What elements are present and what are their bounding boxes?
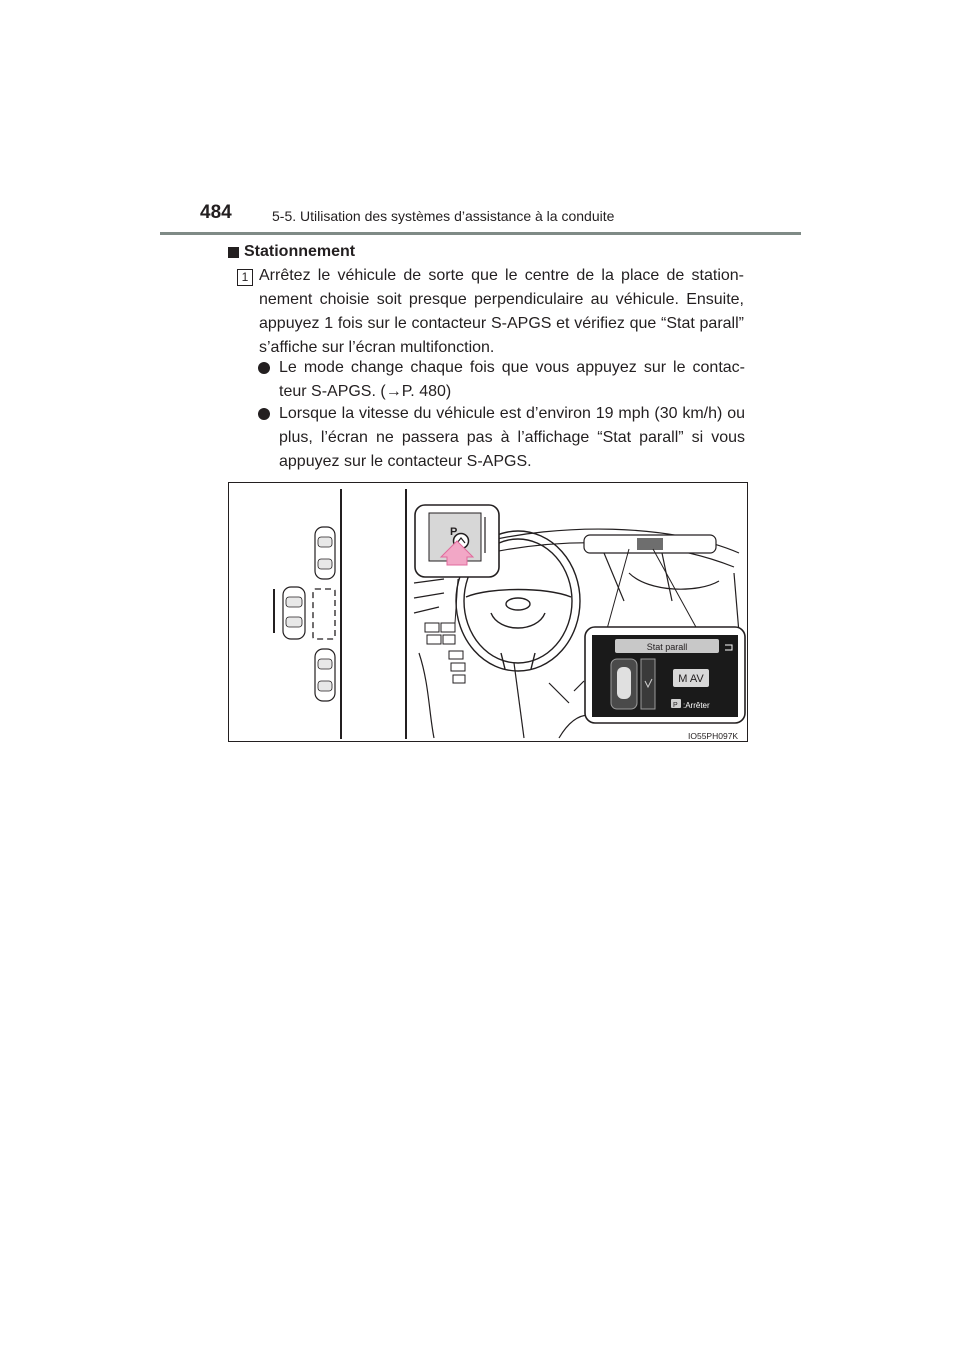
bullet-item bbox=[258, 356, 745, 404]
figure-code: IO55PH097K bbox=[688, 731, 739, 741]
parked-car-icon bbox=[315, 527, 335, 579]
multi-info-display bbox=[585, 627, 745, 723]
parked-car-icon bbox=[315, 649, 335, 701]
screen-mode-button: M AV bbox=[678, 673, 704, 685]
header-rule bbox=[160, 232, 801, 235]
target-space-outline bbox=[313, 589, 335, 639]
own-car-icon bbox=[273, 587, 305, 639]
switch-cluster bbox=[425, 623, 465, 683]
switch-letter: P bbox=[450, 526, 458, 538]
subheading bbox=[228, 243, 355, 261]
square-bullet-icon bbox=[228, 247, 239, 258]
bullet-dot-icon bbox=[258, 408, 270, 420]
illustration-svg bbox=[229, 483, 748, 742]
switch-inset bbox=[415, 505, 499, 577]
screen-title: Stat parall bbox=[646, 642, 688, 652]
illustration-figure bbox=[228, 482, 748, 742]
bullet-text: Lorsque la vitesse du véhicule est d’environ 19 mph (30 km/h) ou plus, l’écran ne passera pas à l’affichage “Stat parall” si vous appuyez sur le contacteur S-APGS. bbox=[279, 405, 745, 470]
bullet-text: Le mode change chaque fois que vous appuyez sur le contac-teur S-APGS. (→P. 480) bbox=[279, 359, 745, 400]
step-number-badge: 1 bbox=[237, 269, 253, 286]
section-title: 5-5. Utilisation des systèmes d’assistance à la conduite bbox=[272, 208, 615, 224]
screen-stop-label: :Arrêter bbox=[683, 701, 710, 710]
subheading-text: Stationnement bbox=[244, 243, 356, 260]
screen-stop-letter: P bbox=[673, 702, 678, 709]
bullet-dot-icon bbox=[258, 362, 270, 374]
bullet-item bbox=[258, 402, 745, 474]
step-paragraph: Arrêtez le véhicule de sorte que le centre de la place de station-nement choisie soit presque perpendiculaire au véhicule. Ensuite, appuyez 1 fois sur le contacteur S-APGS et vérifiez que “Stat parall” s’affiche sur l’écran multifonction. bbox=[259, 267, 744, 356]
car-icon bbox=[617, 667, 631, 699]
page-number: 484 bbox=[200, 202, 232, 223]
